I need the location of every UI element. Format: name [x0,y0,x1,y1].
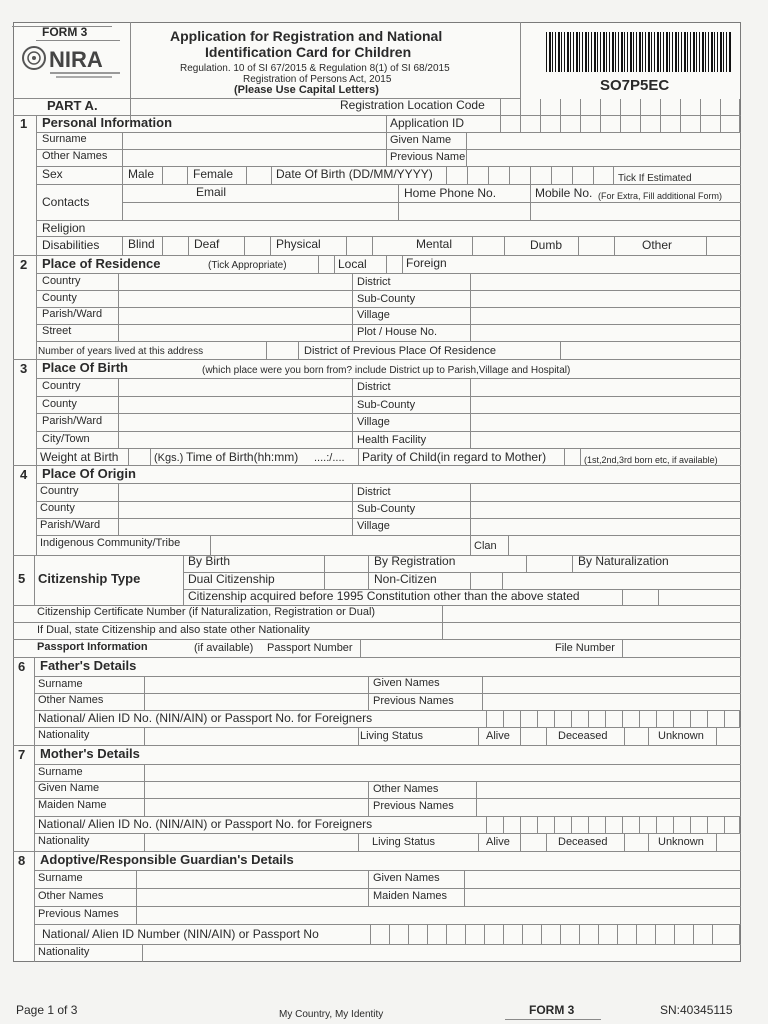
surname-label: Surname [42,133,87,145]
divider [358,448,359,465]
dual-citizenship-label: Dual Citizenship [188,572,275,586]
mother-nin-boxes[interactable] [486,816,741,833]
origin-subcounty-label: Sub-County [357,503,416,515]
mother-unknown-label: Unknown [658,836,704,848]
footer-form-code: FORM 3 [529,1003,575,1017]
application-id-label: Application ID [390,116,465,130]
other-disability-label: Other [642,238,673,252]
by-naturalization-label: By Naturalization [578,554,669,568]
mother-other-names-label: Other Names [373,783,439,795]
passport-number-field[interactable] [361,640,551,656]
mother-nin-label: National/ Alien ID No. (NIN/AIN) or Passport No. for Foreigners [38,817,373,831]
if-dual-label: If Dual, state Citizenship and also state other Nationality [37,624,310,636]
origin-country-field[interactable] [119,484,351,500]
parity-field[interactable] [565,449,579,464]
indigenous-community-field[interactable] [211,536,469,554]
section-8-title: Adoptive/Responsible Guardian's Details [40,852,294,867]
residence-country-label: Country [42,275,81,287]
mobile-field[interactable] [531,203,740,219]
divider [34,657,35,745]
tick-estimated-label: Tick If Estimated [618,173,692,184]
male-checkbox[interactable] [163,167,187,183]
father-nationality-label: Nationality [38,729,90,741]
father-given-names-label: Given Names [373,677,440,689]
time-of-birth-label: Time of Birth(hh:mm) [186,450,299,464]
origin-county-label: County [40,502,75,514]
father-surname-label: Surname [38,678,83,690]
residence-county-label: County [42,292,77,304]
guardian-previous-names-field[interactable] [137,907,740,923]
section-2-number: 2 [20,257,28,272]
residence-parish-field[interactable] [119,308,351,323]
place-of-birth-note: (which place were you born from? include District up to Parish,Village and Hospital) [202,365,571,376]
application-id-boxes[interactable] [500,115,740,132]
kgs-label: (Kgs.) [154,452,184,464]
guardian-other-names-label: Other Names [38,890,104,902]
other-names-field[interactable] [123,150,385,165]
dual-citizenship-checkbox[interactable] [325,573,367,588]
divider [271,166,272,184]
mental-checkbox[interactable] [473,237,503,254]
residence-county-field[interactable] [119,291,351,306]
mother-deceased-label: Deceased [558,836,608,848]
section-5-title: Citizenship Type [38,571,141,586]
guardian-nationality-field[interactable] [143,945,740,961]
mother-living-status-label: Living Status [372,836,435,848]
passport-number-label: Passport Number [267,642,353,654]
before-1995-label: Citizenship acquired before 1995 Constitution other than the above stated [188,589,580,603]
regulation-line2: Registration of Persons Act, 2015 [243,74,392,85]
email-field[interactable] [123,203,397,219]
origin-district-field[interactable] [471,484,740,500]
dob-boxes[interactable] [446,166,614,184]
file-number-label: File Number [555,642,615,654]
origin-district-label: District [357,486,391,498]
page-number: Page 1 of 3 [16,1003,78,1017]
father-deceased-checkbox[interactable] [625,728,647,744]
before-1995-checkbox[interactable] [623,590,657,604]
guardian-other-names-field[interactable] [137,889,367,905]
divider [658,589,659,605]
divider [648,833,649,851]
residence-country-field[interactable] [119,274,351,289]
residence-subcounty-field[interactable] [471,291,740,306]
origin-village-label: Village [357,520,390,532]
religion-field[interactable] [123,221,740,236]
divider [352,483,353,535]
section-1-title: Personal Information [42,115,173,130]
guardian-nationality-label: Nationality [38,946,90,958]
section-4-title: Place Of Origin [42,466,136,481]
section-6-number: 6 [18,659,26,674]
birth-parish-label: Parish/Ward [42,415,103,427]
disabilities-label: Disabilities [42,238,100,252]
mother-maiden-name-field[interactable] [145,799,367,815]
birth-county-field[interactable] [119,397,351,413]
father-alive-label: Alive [486,730,510,742]
divider [122,166,123,184]
residence-parish-label: Parish/Ward [42,308,103,320]
barcode [546,32,732,72]
mother-surname-label: Surname [38,766,83,778]
origin-parish-label: Parish/Ward [40,519,101,531]
years-lived-label: Number of years lived at this address [38,346,204,357]
blind-checkbox[interactable] [163,237,187,254]
birth-village-label: Village [357,416,390,428]
blind-label: Blind [128,237,155,251]
birth-district-label: District [357,381,391,393]
birth-country-label: Country [42,380,81,392]
section-5-number: 5 [18,571,26,586]
mother-other-names-field[interactable] [477,782,740,797]
clan-field[interactable] [509,536,740,554]
divider [36,184,741,185]
father-previous-names-field[interactable] [483,694,740,709]
guardian-given-names-label: Given Names [373,872,440,884]
given-name-field[interactable] [467,133,740,147]
origin-county-field[interactable] [119,502,351,517]
birth-country-field[interactable] [119,379,351,395]
previous-name-field[interactable] [477,150,740,165]
home-phone-label: Home Phone No. [404,186,497,200]
birth-subcounty-label: Sub-County [357,399,416,411]
divider [402,255,403,273]
birth-village-field[interactable] [471,414,740,430]
divider [36,115,37,255]
parity-note: (1st,2nd,3rd born etc, if available) [584,455,718,465]
other-disability-checkbox[interactable] [707,237,740,254]
previous-name-label: Previous Name [390,151,466,163]
divider [470,535,471,555]
female-label: Female [193,167,234,181]
by-registration-label: By Registration [374,554,456,568]
father-nationality-field[interactable] [145,728,357,744]
guardian-nin-label: National/ Alien ID Number (NIN/AIN) or Passport No [42,927,319,941]
dumb-label: Dumb [530,238,563,252]
mother-alive-checkbox[interactable] [521,834,545,850]
clan-label: Clan [474,540,497,552]
father-deceased-label: Deceased [558,730,608,742]
serial-number: SN:40345115 [660,1003,733,1017]
certificate-number-label: Citizenship Certificate Number (if Naturalization, Registration or Dual) [37,606,376,618]
divider [36,359,37,465]
mother-previous-names-field[interactable] [477,799,740,815]
divider [298,341,299,359]
if-available-note: (if available) [194,642,254,654]
guardian-given-names-field[interactable] [465,871,740,887]
residence-district-label: District [357,276,391,288]
foreign-label: Foreign [406,256,447,270]
divider [648,727,649,745]
nira-logo [20,42,126,82]
form-title-line2: Identification Card for Children [205,44,412,60]
other-names-label: Other Names [42,150,108,162]
form-code: FORM 3 [42,25,88,39]
sex-label: Sex [42,167,63,181]
foreign-checkbox[interactable] [387,256,401,272]
registration-location-code-label: Registration Location Code [340,98,485,112]
divider [358,727,359,745]
father-unknown-checkbox[interactable] [717,728,740,744]
time-of-birth-field[interactable]: ....:/.... [314,452,345,464]
previous-district-label: District of Previous Place Of Residence [304,345,496,357]
section-7-number: 7 [18,747,26,762]
divider [572,555,573,573]
father-previous-names-label: Previous Names [373,695,454,707]
mother-alive-label: Alive [486,836,510,848]
origin-village-field[interactable] [471,519,740,534]
guardian-surname-label: Surname [38,872,83,884]
weight-at-birth-field[interactable] [129,449,149,464]
residence-plot-label: Plot / House No. [357,326,438,338]
divider [546,833,547,851]
father-nin-boxes[interactable] [486,710,741,727]
residence-district-field[interactable] [471,274,740,289]
non-citizen-checkbox[interactable] [471,573,501,588]
divider [183,555,184,605]
section-6-title: Father's Details [40,658,137,673]
birth-district-field[interactable] [471,379,740,395]
section-8-number: 8 [18,853,26,868]
surname-field[interactable] [123,133,385,147]
divider [36,465,37,555]
divider [478,833,479,851]
father-nin-label: National/ Alien ID No. (NIN/AIN) or Passport No. for Foreigners [38,711,373,725]
non-citizen-label: Non-Citizen [374,572,437,586]
form-title-line1: Application for Registration and National [170,28,443,44]
weight-at-birth-label: Weight at Birth [40,450,119,464]
divider [546,727,547,745]
guardian-surname-field[interactable] [137,871,367,887]
divider [580,448,581,465]
part-a-label: PART A. [47,98,98,113]
mother-nationality-label: Nationality [38,835,90,847]
health-facility-field[interactable] [471,432,740,447]
birth-county-label: County [42,398,77,410]
divider [386,115,387,166]
divider [505,1019,601,1020]
mother-previous-names-label: Previous Names [373,800,454,812]
given-name-label: Given Name [390,134,452,146]
divider [614,236,615,255]
guardian-maiden-names-label: Maiden Names [373,890,447,902]
by-registration-checkbox[interactable] [527,556,571,571]
residence-plot-field[interactable] [471,325,740,340]
passport-information-label: Passport Information [37,641,148,653]
mother-deceased-checkbox[interactable] [625,834,647,850]
mother-unknown-checkbox[interactable] [717,834,740,850]
parity-label: Parity of Child(in regard to Mother) [362,450,547,464]
motto: My Country, My Identity [279,1009,384,1020]
mother-nationality-field[interactable] [145,834,357,850]
guardian-previous-names-label: Previous Names [38,908,119,920]
local-label: Local [338,257,367,271]
divider [334,255,335,273]
divider [502,572,503,589]
father-living-status-label: Living Status [360,730,423,742]
home-phone-field[interactable] [399,203,529,219]
certificate-number-field[interactable] [443,606,740,621]
section-1-number: 1 [20,116,28,131]
divider [150,448,151,465]
birth-subcounty-field[interactable] [471,397,740,413]
years-lived-field[interactable] [267,342,297,358]
by-birth-checkbox[interactable] [325,556,367,571]
father-given-names-field[interactable] [483,677,740,692]
section-2-title: Place of Residence [42,256,161,271]
physical-checkbox[interactable] [347,237,371,254]
tick-appropriate-note: (Tick Appropriate) [208,260,287,271]
section-7-title: Mother's Details [40,746,140,761]
guardian-maiden-names-field[interactable] [465,889,740,905]
by-birth-label: By Birth [188,554,231,568]
serial-code: SO7P5EC [600,77,670,94]
dob-label: Date Of Birth (DD/MM/YYYY) [276,167,433,181]
father-alive-checkbox[interactable] [521,728,545,744]
father-other-names-label: Other Names [38,694,104,706]
divider [130,22,131,120]
origin-parish-field[interactable] [119,519,351,534]
birth-city-field[interactable] [119,432,351,447]
divider [358,833,359,851]
residence-village-field[interactable] [471,308,740,323]
divider [478,727,479,745]
regulation-line1: Regulation. 10 of SI 67/2015 & Regulation 8(1) of SI 68/2015 [180,63,450,74]
religion-label: Religion [42,221,86,235]
deaf-label: Deaf [194,237,220,251]
birth-parish-field[interactable] [119,414,351,430]
residence-village-label: Village [357,309,390,321]
divider [187,166,188,184]
origin-subcounty-field[interactable] [471,502,740,517]
divider [34,555,35,605]
divider [122,236,123,255]
divider [188,236,189,255]
indigenous-community-label: Indigenous Community/Tribe [40,537,181,549]
mother-surname-field[interactable] [145,765,740,780]
residence-street-label: Street [42,325,72,337]
mobile-label: Mobile No. [535,186,593,200]
capital-note: (Please Use Capital Letters) [234,84,379,96]
mother-given-name-field[interactable] [145,782,367,797]
dumb-checkbox[interactable] [579,237,613,254]
male-label: Male [128,167,155,181]
divider [372,236,373,255]
logo-text: NIRA [49,47,103,72]
mental-label: Mental [416,237,453,251]
contacts-label: Contacts [42,195,90,209]
guardian-nin-boxes[interactable] [370,924,741,944]
previous-district-field[interactable] [561,342,740,358]
female-checkbox[interactable] [247,167,271,183]
divider [504,236,505,255]
divider [270,236,271,255]
deaf-checkbox[interactable] [245,237,269,254]
mother-maiden-name-label: Maiden Name [38,799,107,811]
section-3-number: 3 [20,361,28,376]
email-label: Email [196,185,227,199]
mother-given-name-label: Given Name [38,782,100,794]
health-facility-label: Health Facility [357,434,427,446]
father-unknown-label: Unknown [658,730,704,742]
residence-street-field[interactable] [119,325,351,340]
if-dual-field[interactable] [443,623,740,638]
physical-label: Physical [276,237,321,251]
mobile-note: (For Extra, Fill additional Form) [598,191,723,201]
residence-subcounty-label: Sub-County [357,293,416,305]
local-checkbox[interactable] [319,256,333,272]
file-number-field[interactable] [623,640,740,656]
section-3-title: Place Of Birth [42,360,128,375]
divider [36,40,120,41]
section-4-number: 4 [20,467,28,482]
origin-country-label: Country [40,485,79,497]
father-other-names-field[interactable] [145,694,367,709]
father-surname-field[interactable] [145,677,367,692]
birth-city-label: City/Town [42,433,90,445]
